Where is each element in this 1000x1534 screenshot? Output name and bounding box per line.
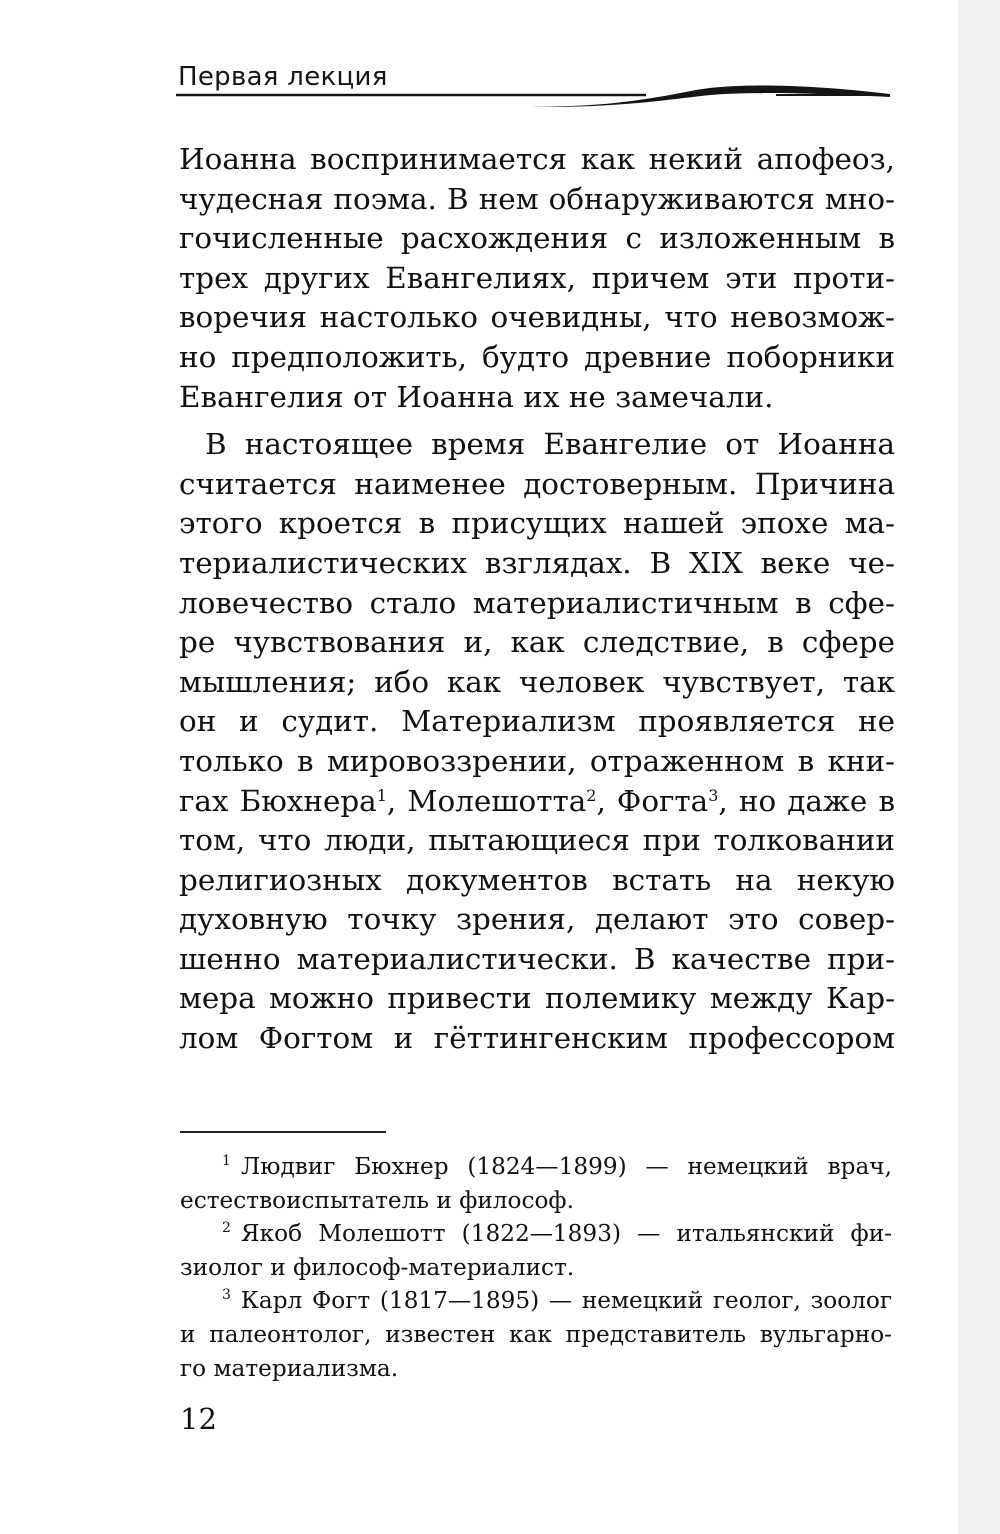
text-line: шенно материалистически. В качестве при- [179,941,895,976]
text-fragment: гах Бюхнера [179,783,377,818]
footnote-3 [180,1284,892,1318]
text-fragment: , но даже в [718,783,895,818]
footnote-text: Людвиг Бюхнер (1824—1899) — немецкий врач, [240,1153,892,1180]
text-line: том, что люди, пытающиеся при толковании [179,823,895,858]
text-line: только в мировоззрении, отраженном в кни- [179,743,895,778]
footnote-text: Карл Фогт (1817—1895) — немецкий геолог, зоолог [240,1287,892,1315]
text-line: он и судит. Материализм проявляется не [179,704,895,739]
footnote-number: 2 [222,1220,231,1237]
text-line: духовную точку зрения, делают это совер- [179,902,895,937]
text-line: считается наименее достоверным. Причина [179,466,895,501]
text-line: религиозных документов встать на некую [179,862,895,897]
footnote-text: Якоб Молешотт (1822—1893) — итальянский фи- [240,1220,892,1248]
page-edge-shadow [958,0,1000,1534]
text-line: мера можно привести полемику между Кар- [179,981,895,1016]
paragraph-gap [179,417,895,425]
main-text [179,140,895,1059]
footnote-1 [180,1150,892,1184]
text-line: трех других Евангелиях, причем эти проти- [179,260,895,295]
text-line: ловечество стало материалистичным в сфе- [179,585,895,620]
footnote-ref-1: 1 [376,785,387,805]
text-fragment: , Фогта [596,783,709,818]
text-line: воречия настолько очевидны, что невозмож- [179,300,895,335]
text-line: мышления; ибо как человек чувствует, так [179,664,895,699]
footnote-number: 1 [222,1153,231,1169]
text-line-with-footnote-refs [179,782,895,822]
footnote-line: и палеонтолог, известен как представитель вульгарно- [180,1320,892,1348]
text-line: Евангелия от Иоанна их не замечали. [179,379,774,414]
footnote-line: го материализма. [180,1354,399,1382]
text-line: териалистических взглядах. В XIX веке че- [179,545,895,580]
text-line: этого кроется в присущих нашей эпохе ма- [179,506,895,541]
text-line: Иоанна воспринимается как некий апофеоз, [179,142,895,176]
footnote-ref-2: 2 [586,785,597,805]
header-ornament-rule [176,78,892,118]
text-line: но предположить, будто древние поборники [179,339,895,374]
text-line: гочисленные расхождения с изложенным в [179,221,895,256]
text-line: лом Фогтом и гёттингенским профессором [179,1021,895,1056]
footnote-2 [180,1217,892,1251]
footnote-number: 3 [222,1287,231,1304]
text-line: чудесная поэма. В нем обнаруживаются мно- [179,181,895,216]
text-line: В настоящее время Евангелие от Иоанна [205,427,895,462]
footnote-separator [180,1131,386,1133]
page-number: 12 [180,1402,217,1436]
footnote-ref-3: 3 [708,785,719,805]
running-title: Первая лекция [178,62,388,92]
text-fragment: , Молешотта [386,783,587,818]
footnote-line: зиолог и философ-материалист. [180,1253,575,1281]
footnote-line: естествоиспытатель и философ. [180,1186,574,1214]
footnotes [180,1150,892,1385]
text-line: ре чувствования и, как следствие, в сфере [179,625,895,660]
